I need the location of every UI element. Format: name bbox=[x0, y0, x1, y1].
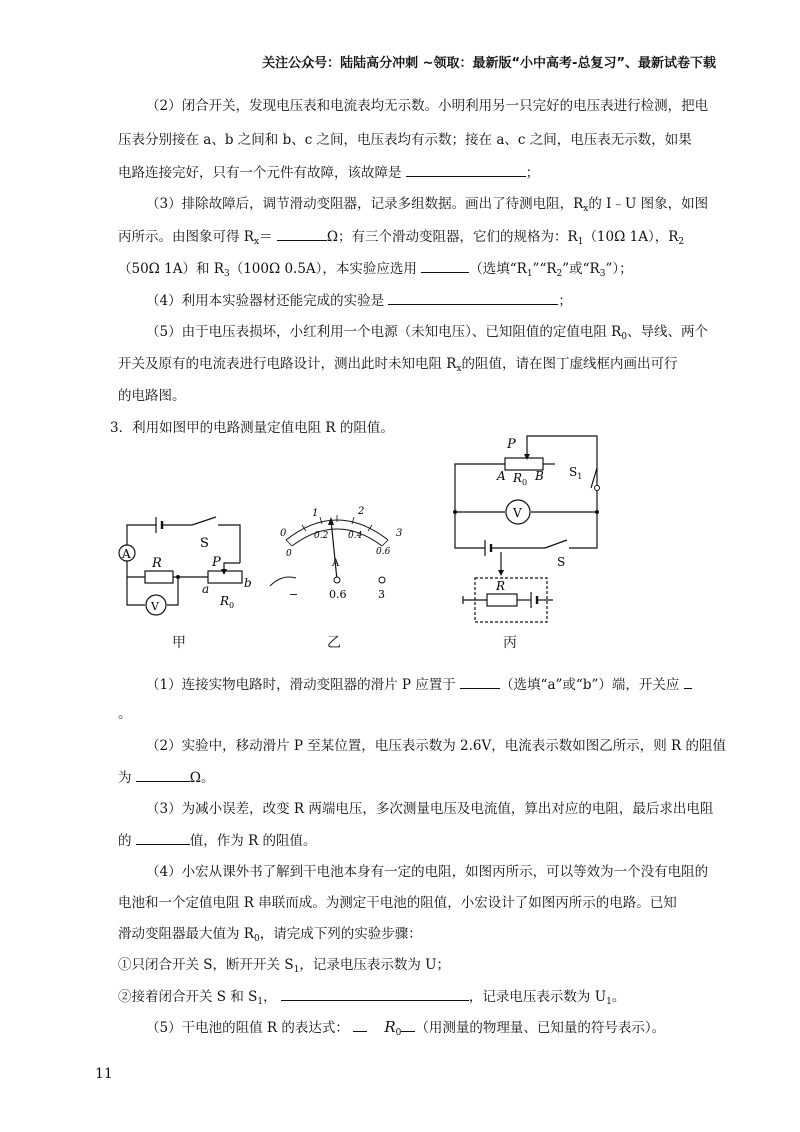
voltmeter-label: V bbox=[151, 600, 159, 613]
ammeter-dial-figure bbox=[262, 498, 412, 610]
terminal-3: 3 bbox=[378, 588, 385, 601]
q3-part4-line2: 电池和一个定值电阻 R 串联而成。为测定干电池的阻值，小宏设计了如图丙所示的电路。已知 bbox=[118, 895, 677, 911]
q2-part2-line2: 压表分别接在 a、b 之间和 b、c 之间，电压表均有示数；接在 a、c 之间，电压表无示数，如果 bbox=[118, 132, 692, 148]
q3-part1: （1）连接实物电路时，滑动变阻器的滑片 P 应置于 （选填“a”或“b”）端，开关应 bbox=[146, 674, 692, 695]
q2-part4: （4）利用本实验器材还能完成的实验是 ； bbox=[146, 290, 572, 311]
q2-part2-line1: （2）闭合开关，发现电压表和电流表均无示数。小明利用另一只完好的电压表进行检测，把电 bbox=[146, 98, 709, 114]
switch-s1-label: $S_1$ bbox=[569, 465, 583, 481]
answer-blank[interactable] bbox=[388, 290, 558, 305]
answer-blank[interactable] bbox=[136, 767, 190, 782]
end-A-label: A bbox=[497, 469, 506, 483]
answer-blank[interactable] bbox=[353, 1017, 367, 1032]
answer-blank[interactable] bbox=[281, 986, 469, 1001]
answer-blank[interactable] bbox=[401, 1017, 415, 1032]
page-header: 关注公众号：陆陆高分冲刺 ~领取：最新版“小中高考-总复习”、最新试卷下载 bbox=[262, 56, 716, 71]
dial-top-2: 2 bbox=[358, 506, 365, 517]
end-B-label: B bbox=[535, 469, 544, 483]
q2-part3-line1: （3）排除故障后，调节滑动变阻器，记录多组数据。画出了待测电阻，$R_x$的 I﹣U 图象，如图 bbox=[146, 196, 709, 214]
q3-step1: ①只闭合开关 S，断开开关 $S_1$，记录电压表示数为 U； bbox=[118, 957, 450, 975]
q2-part5-line1: （5）由于电压表损坏，小红利用一个电源（未知电压）、已知阻值的定值电阻 $R_0$、导线、两个 bbox=[146, 324, 709, 342]
dial-top-1: 1 bbox=[312, 508, 319, 519]
circuit-figure-jia bbox=[100, 505, 270, 630]
answer-blank[interactable] bbox=[406, 162, 526, 177]
resistor-label: R bbox=[152, 556, 162, 571]
rheostat-label: $R_0$ bbox=[513, 471, 528, 487]
terminal-b-label: b bbox=[244, 576, 252, 590]
terminal-minus: − bbox=[289, 588, 299, 601]
circuit-figure-bing bbox=[445, 430, 615, 630]
dial-bottom-0.2: 0.2 bbox=[314, 531, 329, 541]
caption-jia: 甲 bbox=[172, 635, 186, 651]
page-number: 11 bbox=[95, 1066, 113, 1082]
caption-yi: 乙 bbox=[327, 635, 341, 651]
q3-title: 3．利用如图甲的电路测量定值电阻 R 的阻值。 bbox=[110, 420, 394, 436]
q3-part3-line2: 的 值，作为 R 的阻值。 bbox=[118, 830, 317, 851]
dial-top-0: 0 bbox=[280, 528, 287, 539]
ammeter-label: A bbox=[122, 547, 131, 561]
dial-top-3: 3 bbox=[396, 528, 403, 539]
answer-blank[interactable] bbox=[421, 258, 469, 273]
switch-s-label: S bbox=[557, 555, 566, 569]
terminal-a-label: a bbox=[202, 582, 210, 596]
q3-part5: （5）干电池的阻值 R 的表达式： $R_0$ （用测量的物理量、已知量的符号表示）。 bbox=[146, 1018, 666, 1038]
voltmeter-label: V bbox=[513, 506, 522, 520]
q3-part3-line1: （3）为减小误差，改变 R 两端电压，多次测量电压及电流值，算出对应的电阻，最后求出电阻 bbox=[146, 801, 714, 817]
internal-resistor-label: R bbox=[496, 579, 506, 593]
q2-part5-line2: 开关及原有的电流表进行电路设计，测出此时未知电阻 $R_x$的阻值，请在图丁虚线框内画出可行 bbox=[118, 356, 678, 374]
dial-bottom-0.6: 0.6 bbox=[376, 547, 391, 557]
slider-label: P bbox=[507, 437, 516, 452]
q2-part2-line3: 电路连接完好，只有一个元件有故障，该故障是 ； bbox=[118, 162, 539, 183]
caption-bing: 丙 bbox=[503, 635, 517, 651]
rheostat-label: $R_0$ bbox=[220, 594, 235, 610]
slider-label: P bbox=[212, 555, 221, 570]
answer-blank[interactable] bbox=[460, 674, 500, 689]
q3-part4-line3: 滑动变阻器最大值为 $R_0$，请完成下列的实验步骤： bbox=[118, 926, 422, 944]
q3-part1-end: 。 bbox=[118, 706, 132, 722]
q3-part2-line2: 为 Ω。 bbox=[118, 767, 215, 788]
q3-part2-line1: （2）实验中，移动滑片 P 至某位置，电压表示数为 2.6V，电流表示数如图乙所示，则 R 的阻值 bbox=[146, 738, 727, 754]
q2-part3-line3: （50Ω 1A）和 $R_3(100\Omega$ 0.5A），本实验应选用 （选填“$R_1”“R_2$”或“$R_3$”）； bbox=[118, 258, 633, 279]
q3-part4-line1: （4）小宏从课外书了解到干电池本身有一定的电阻，如图丙所示，可以等效为一个没有电阻的 bbox=[146, 864, 709, 880]
terminal-0.6: 0.6 bbox=[329, 588, 347, 601]
answer-blank[interactable] bbox=[684, 674, 692, 689]
q3-step2: ②接着闭合开关 S 和 $S_1$， ，记录电压表示数为 $U_1$。 bbox=[118, 986, 625, 1007]
dial-bottom-0: 0 bbox=[286, 549, 292, 559]
answer-blank[interactable] bbox=[277, 226, 327, 241]
dial-unit-label: A bbox=[332, 558, 340, 569]
q2-part5-line3: 的电路图。 bbox=[118, 388, 186, 404]
dial-bottom-0.4: 0.4 bbox=[348, 531, 363, 541]
answer-blank[interactable] bbox=[136, 830, 190, 845]
q2-part3-line2: 丙所示。由图象可得 $R_x= \Omega$；有三个滑动变阻器，它们的规格为：$R_1(10\Omega$ 1A），$R_2$ bbox=[118, 226, 684, 247]
switch-label: S bbox=[200, 536, 209, 551]
